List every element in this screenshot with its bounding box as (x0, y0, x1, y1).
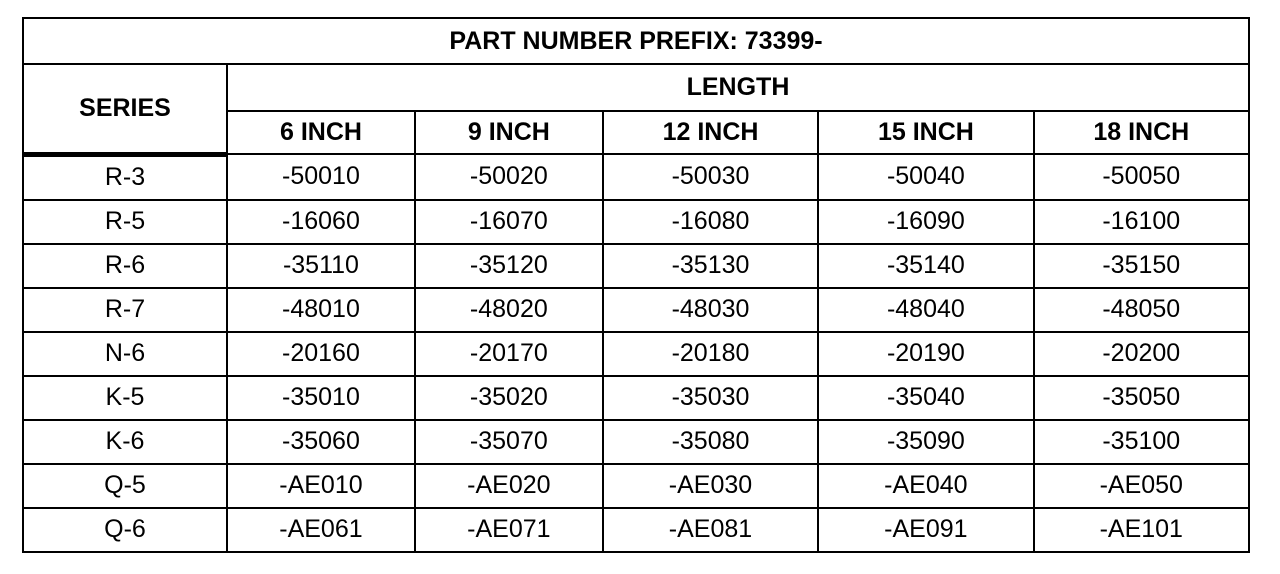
part-number-cell: -16090 (818, 200, 1033, 244)
part-number-cell: -48020 (415, 288, 603, 332)
part-number-cell: -50050 (1034, 154, 1249, 200)
part-number-cell: -35070 (415, 420, 603, 464)
table-header (23, 18, 1249, 154)
part-number-cell: -35090 (818, 420, 1033, 464)
part-number-cell: -48010 (227, 288, 415, 332)
column-header: 9 INCH (415, 111, 603, 154)
series-cell: R-7 (23, 288, 227, 332)
part-number-cell: -AE020 (415, 464, 603, 508)
table-row (23, 376, 1249, 420)
part-number-cell: -AE010 (227, 464, 415, 508)
part-number-cell: -AE050 (1034, 464, 1249, 508)
part-number-cell: -20170 (415, 332, 603, 376)
part-number-cell: -AE091 (818, 508, 1033, 552)
part-number-cell: -AE030 (603, 464, 818, 508)
column-header: 12 INCH (603, 111, 818, 154)
part-number-cell: -35020 (415, 376, 603, 420)
part-number-cell: -50020 (415, 154, 603, 200)
part-number-cell: -35040 (818, 376, 1033, 420)
part-number-cell: -50010 (227, 154, 415, 200)
table-title: PART NUMBER PREFIX: 73399- (23, 18, 1249, 64)
table-row (23, 154, 1249, 200)
series-cell: Q-5 (23, 464, 227, 508)
part-number-cell: -35030 (603, 376, 818, 420)
length-header-row (23, 64, 1249, 111)
length-header: LENGTH (227, 64, 1249, 111)
part-number-cell: -35130 (603, 244, 818, 288)
table-row (23, 332, 1249, 376)
part-number-cell: -16070 (415, 200, 603, 244)
part-number-table (22, 17, 1250, 553)
part-number-cell: -35120 (415, 244, 603, 288)
part-number-cell: -50030 (603, 154, 818, 200)
part-number-cell: -35100 (1034, 420, 1249, 464)
part-number-cell: -20190 (818, 332, 1033, 376)
series-cell: K-5 (23, 376, 227, 420)
series-cell: Q-6 (23, 508, 227, 552)
series-cell: N-6 (23, 332, 227, 376)
column-header: 6 INCH (227, 111, 415, 154)
part-number-cell: -16060 (227, 200, 415, 244)
part-number-cell: -35010 (227, 376, 415, 420)
part-number-cell: -AE101 (1034, 508, 1249, 552)
column-header: 18 INCH (1034, 111, 1249, 154)
part-number-cell: -16100 (1034, 200, 1249, 244)
series-cell: R-6 (23, 244, 227, 288)
series-header: SERIES (23, 64, 227, 154)
part-number-cell: -35060 (227, 420, 415, 464)
series-cell: R-3 (23, 154, 227, 200)
table-row (23, 508, 1249, 552)
table-row (23, 288, 1249, 332)
series-cell: R-5 (23, 200, 227, 244)
part-number-cell: -35150 (1034, 244, 1249, 288)
table-body (23, 154, 1249, 552)
part-number-cell: -35140 (818, 244, 1033, 288)
part-number-cell: -AE081 (603, 508, 818, 552)
part-number-cell: -48040 (818, 288, 1033, 332)
series-cell: K-6 (23, 420, 227, 464)
table-row (23, 244, 1249, 288)
table-row (23, 464, 1249, 508)
part-number-cell: -35080 (603, 420, 818, 464)
part-number-cell: -35110 (227, 244, 415, 288)
part-number-cell: -48030 (603, 288, 818, 332)
table-row (23, 420, 1249, 464)
part-number-cell: -50040 (818, 154, 1033, 200)
title-row (23, 18, 1249, 64)
part-number-cell: -AE071 (415, 508, 603, 552)
part-number-cell: -AE040 (818, 464, 1033, 508)
part-number-cell: -48050 (1034, 288, 1249, 332)
part-number-cell: -20160 (227, 332, 415, 376)
part-number-cell: -16080 (603, 200, 818, 244)
table-row (23, 200, 1249, 244)
part-number-cell: -AE061 (227, 508, 415, 552)
part-number-cell: -20180 (603, 332, 818, 376)
part-number-cell: -20200 (1034, 332, 1249, 376)
column-header: 15 INCH (818, 111, 1033, 154)
part-number-cell: -35050 (1034, 376, 1249, 420)
